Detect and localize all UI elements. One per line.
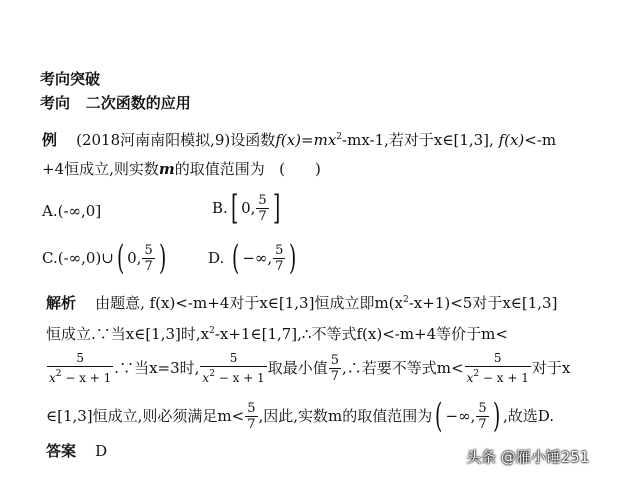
- example-label: 例: [42, 131, 58, 149]
- fraction-5-7: $\frac{5}{7}$: [478, 400, 487, 432]
- option-a: A.(-∞,0]: [42, 202, 102, 220]
- fraction-5-7: $\frac{5}{7}$: [275, 242, 284, 274]
- fraction-5-7: $\frac{5}{7}$: [247, 400, 256, 432]
- function-fx: f(x): [498, 131, 525, 149]
- fraction-5-over-quadratic: $\frac{5}{x^2 - x + 1}$: [466, 350, 529, 385]
- answer-label: 答案: [46, 442, 77, 460]
- interval-left: 0,: [241, 199, 256, 217]
- option-b: [212, 186, 283, 230]
- analysis-text: -x+1∈[1,7],∴不等式f(x)<-m+4等价于m<: [214, 325, 508, 343]
- example-text: 的取值范围为: [174, 160, 265, 178]
- answer-blank: ( ): [279, 160, 321, 178]
- topic-title: 二次函数的应用: [85, 94, 191, 112]
- topic-heading: [40, 92, 191, 113]
- option-d: [208, 236, 300, 280]
- answer-line: [46, 442, 107, 460]
- example-text: =mx: [301, 131, 337, 149]
- fraction-5-7: $\frac{5}{7}$: [330, 352, 339, 384]
- answer-value: D: [95, 442, 108, 460]
- watermark: 头条 @雁小锤251: [466, 448, 590, 466]
- answer-interval: ( −∞, $\frac{5}{7}$ ): [435, 396, 500, 436]
- analysis-text: 由题意, f(x)<-m+4对于x∈[1,3]恒成立即m(x: [95, 294, 403, 312]
- option-c-label: C.(-∞,0)∪: [42, 249, 114, 267]
- fraction-5-over-quadratic: $\frac{5}{x^2 - x + 1}$: [49, 350, 112, 385]
- analysis-line-4: [46, 396, 554, 436]
- analysis-text: ∈[1,3]恒成立,则必须满足m<: [46, 407, 245, 425]
- section-heading: 考向突破: [40, 70, 101, 88]
- variable-m: m: [158, 160, 175, 178]
- interval-left: −∞,: [242, 249, 273, 267]
- analysis-text: 恒成立.∵当x∈[1,3]时,x: [46, 325, 210, 343]
- option-c-interval: ( 0, $\frac{5}{7}$ ): [116, 238, 166, 278]
- analysis-text: 取最小值: [267, 359, 328, 377]
- example-text: +4恒成立,则实数: [42, 160, 159, 178]
- example-line-1: [42, 128, 556, 149]
- analysis-line-3: [46, 348, 570, 388]
- exponent: 2: [209, 326, 215, 336]
- example-line-2: [42, 160, 321, 178]
- example-text: <-m: [524, 131, 557, 149]
- fraction-5-7: $\frac{5}{7}$: [144, 242, 153, 274]
- option-c: [42, 236, 169, 280]
- exponent: 2: [336, 132, 343, 142]
- analysis-text: ,故选D.: [502, 407, 554, 425]
- analysis-text: 对于x: [531, 359, 571, 377]
- analysis-text: -x+1)<5对于x∈[1,3]: [408, 294, 558, 312]
- fraction-5-over-quadratic: $\frac{5}{x^2 - x + 1}$: [202, 350, 265, 385]
- analysis-label: 解析: [46, 294, 77, 312]
- option-d-interval: ( −∞, $\frac{5}{7}$ ): [232, 238, 297, 278]
- function-fx: f(x): [275, 131, 302, 149]
- example-source: (2018河南南阳模拟,9): [76, 131, 231, 149]
- example-text: 设函数: [230, 131, 276, 149]
- analysis-text: ,∴若要不等式m<: [342, 359, 464, 377]
- analysis-text: .∵当x=3时,: [114, 359, 200, 377]
- analysis-line-2: [46, 322, 508, 343]
- fraction-5-7: $\frac{5}{7}$: [258, 192, 267, 224]
- option-b-label: B.: [212, 199, 228, 217]
- analysis-text: ,因此,实数m的取值范围为: [258, 407, 433, 425]
- option-b-interval: [ 0, $\frac{5}{7}$ ]: [230, 188, 280, 228]
- example-text: -mx-1,若对于x∈[1,3],: [342, 131, 499, 149]
- option-d-label: D.: [208, 249, 225, 267]
- interval-left: 0,: [127, 249, 142, 267]
- exponent: 2: [402, 295, 409, 305]
- analysis-line-1: [46, 291, 557, 312]
- topic-tag: 考向: [40, 94, 71, 112]
